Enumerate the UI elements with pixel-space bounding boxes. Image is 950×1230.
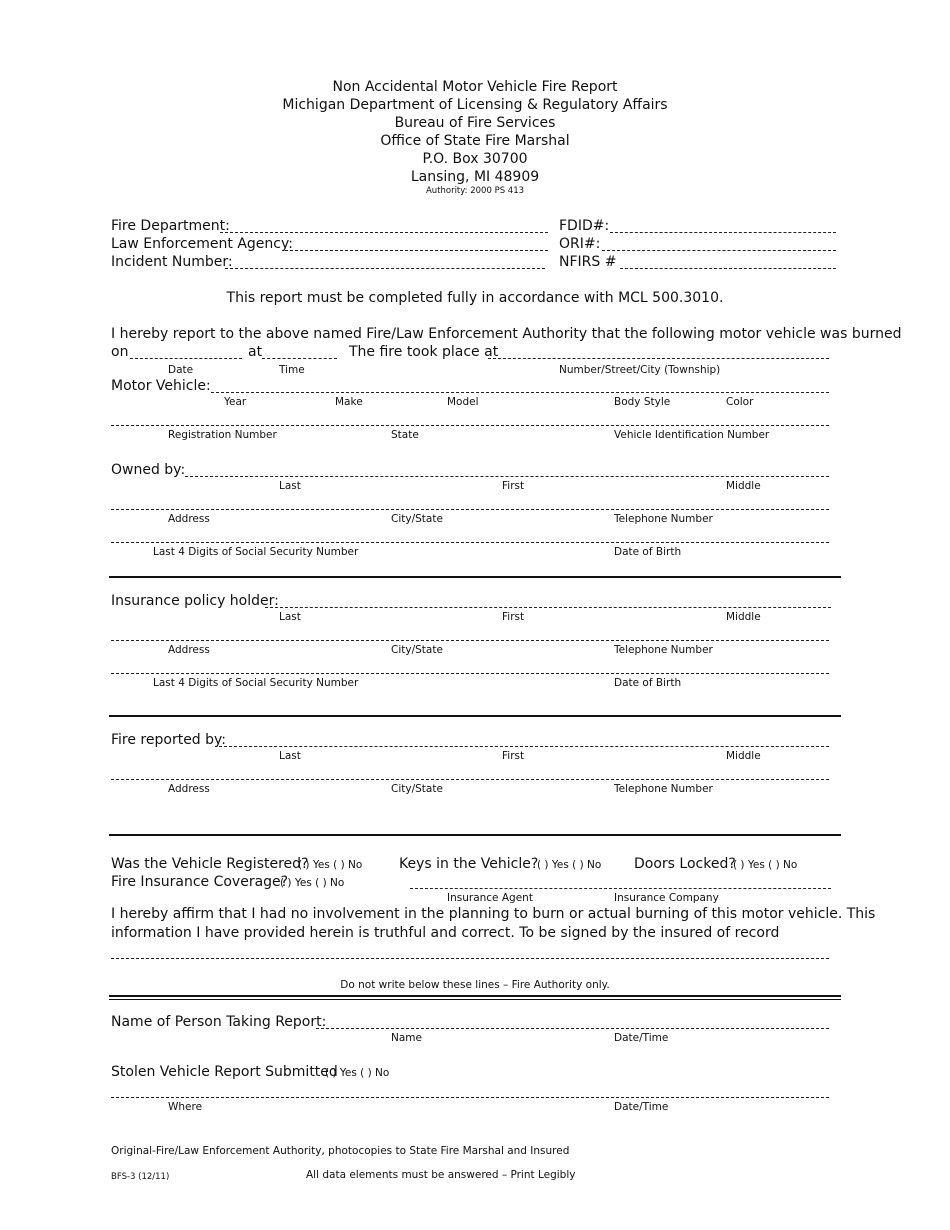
section-divider	[109, 834, 841, 836]
doors-question: Doors Locked?	[634, 856, 736, 872]
coverage-options[interactable]: ( ) Yes ( ) No	[280, 877, 345, 889]
at-label: at	[248, 344, 263, 360]
reported-by-label: Fire reported by:	[111, 732, 227, 748]
department-name: Michigan Department of Licensing & Regulatory Affairs	[282, 97, 668, 113]
print-instruction: All data elements must be answered – Print Legibly	[306, 1169, 576, 1181]
owner-last-caption: Last	[279, 480, 301, 492]
form-title: Non Accidental Motor Vehicle Fire Report	[332, 79, 618, 95]
date-field[interactable]	[130, 358, 242, 359]
fire-department-label: Fire Department:	[111, 218, 230, 234]
keys-options[interactable]: ( ) Yes ( ) No	[537, 859, 602, 871]
doors-options[interactable]: ( ) Yes ( ) No	[733, 859, 798, 871]
taker-name-caption: Name	[391, 1032, 422, 1044]
incident-number-label: Incident Number:	[111, 254, 233, 270]
form-id: BFS-3 (12/11)	[111, 1172, 170, 1182]
owner-ssn-field[interactable]	[111, 542, 829, 543]
owner-dob-caption: Date of Birth	[614, 546, 682, 558]
holder-last-caption: Last	[279, 611, 301, 623]
fire-location-label: The fire took place at	[349, 344, 499, 360]
make-caption: Make	[335, 396, 363, 408]
statement-line: I hereby report to the above named Fire/Law Enforcement Authority that the following motor vehicle was burned	[111, 326, 902, 342]
holder-dob-caption: Date of Birth	[614, 677, 682, 689]
owner-phone-caption: Telephone Number	[614, 513, 713, 525]
vehicle-field[interactable]	[211, 392, 829, 393]
time-caption: Time	[279, 364, 305, 376]
compliance-notice: This report must be completed fully in accordance with MCL 500.3010.	[226, 290, 724, 306]
registered-options[interactable]: ( ) Yes ( ) No	[298, 859, 363, 871]
ori-label: ORI#:	[559, 236, 601, 252]
distribution-note: Original-Fire/Law Enforcement Authority, photocopies to State Fire Marshal and Insured	[111, 1145, 570, 1157]
owner-address-field[interactable]	[111, 509, 829, 510]
body-style-caption: Body Style	[614, 396, 671, 408]
date-caption: Date	[168, 364, 194, 376]
stolen-datetime-caption: Date/Time	[614, 1101, 669, 1113]
insurance-agent-caption: Insurance Agent	[447, 892, 533, 904]
on-label: on	[111, 344, 129, 360]
owner-city-caption: City/State	[391, 513, 443, 525]
reporter-last-caption: Last	[279, 750, 301, 762]
taking-report-field[interactable]	[316, 1028, 829, 1029]
owner-ssn-caption: Last 4 Digits of Social Security Number	[153, 546, 359, 558]
insurance-holder-field[interactable]	[265, 607, 831, 608]
coverage-question: Fire Insurance Coverage?	[111, 874, 289, 890]
holder-first-caption: First	[502, 611, 525, 623]
holder-address-field[interactable]	[111, 640, 829, 641]
location-caption: Number/Street/City (Township)	[559, 364, 721, 376]
po-box: P.O. Box 30700	[422, 151, 528, 167]
nfirs-field[interactable]	[620, 268, 836, 269]
motor-vehicle-label: Motor Vehicle:	[111, 378, 211, 394]
vin-caption: Vehicle Identification Number	[614, 429, 770, 441]
color-caption: Color	[726, 396, 754, 408]
stolen-report-options[interactable]: ( ) Yes ( ) No	[325, 1067, 390, 1079]
reporter-address-caption: Address	[168, 783, 210, 795]
bureau-name: Bureau of Fire Services	[394, 115, 556, 131]
owner-name-field[interactable]	[185, 476, 829, 477]
authority-note: Authority: 2000 PS 413	[425, 186, 525, 196]
holder-phone-caption: Telephone Number	[614, 644, 713, 656]
year-caption: Year	[224, 396, 247, 408]
insurance-company-caption: Insurance Company	[614, 892, 719, 904]
owner-middle-caption: Middle	[726, 480, 761, 492]
affirmation-line-2: information I have provided herein is truthful and correct. To be signed by the insured of record	[111, 925, 780, 941]
state-caption: State	[391, 429, 419, 441]
taker-datetime-caption: Date/Time	[614, 1032, 669, 1044]
law-enforcement-field[interactable]	[285, 250, 548, 251]
holder-city-caption: City/State	[391, 644, 443, 656]
fire-location-field[interactable]	[488, 358, 829, 359]
owned-by-label: Owned by:	[111, 462, 186, 478]
fdid-field[interactable]	[610, 232, 836, 233]
double-divider	[109, 995, 841, 1000]
reporter-phone-caption: Telephone Number	[614, 783, 713, 795]
fdid-label: FDID#:	[559, 218, 610, 234]
office-name: Office of State Fire Marshal	[380, 133, 570, 149]
registration-field[interactable]	[111, 425, 829, 426]
reporter-middle-caption: Middle	[726, 750, 761, 762]
taking-report-label: Name of Person Taking Report:	[111, 1014, 327, 1030]
holder-ssn-field[interactable]	[111, 673, 829, 674]
insurance-holder-label: Insurance policy holder:	[111, 593, 279, 609]
reporter-address-field[interactable]	[111, 779, 829, 780]
city-address: Lansing, MI 48909	[410, 169, 540, 185]
nfirs-label: NFIRS #	[559, 254, 617, 270]
stolen-report-field[interactable]	[111, 1097, 829, 1098]
owner-first-caption: First	[502, 480, 525, 492]
reporter-first-caption: First	[502, 750, 525, 762]
holder-middle-caption: Middle	[726, 611, 761, 623]
affirmation-line-1: I hereby affirm that I had no involvement in the planning to burn or actual burning of this motor vehicle. This	[111, 906, 876, 922]
model-caption: Model	[447, 396, 479, 408]
holder-address-caption: Address	[168, 644, 210, 656]
fire-department-field[interactable]	[220, 232, 548, 233]
holder-ssn-caption: Last 4 Digits of Social Security Number	[153, 677, 359, 689]
incident-number-field[interactable]	[225, 268, 545, 269]
where-caption: Where	[168, 1101, 203, 1113]
reporter-city-caption: City/State	[391, 783, 443, 795]
signature-field[interactable]	[111, 958, 829, 959]
registered-question: Was the Vehicle Registered?	[111, 856, 309, 872]
official-use-note: Do not write below these lines – Fire Authority only.	[340, 979, 610, 991]
law-enforcement-label: Law Enforcement Agency:	[111, 236, 293, 252]
section-divider	[109, 715, 841, 717]
owner-address-caption: Address	[168, 513, 210, 525]
registration-caption: Registration Number	[168, 429, 277, 441]
insurance-agent-field[interactable]	[410, 888, 831, 889]
keys-question: Keys in the Vehicle?	[399, 856, 539, 872]
stolen-report-label: Stolen Vehicle Report Submitted	[111, 1064, 338, 1080]
time-field[interactable]	[262, 358, 337, 359]
reporter-name-field[interactable]	[219, 746, 829, 747]
section-divider	[109, 576, 841, 578]
ori-field[interactable]	[602, 250, 836, 251]
